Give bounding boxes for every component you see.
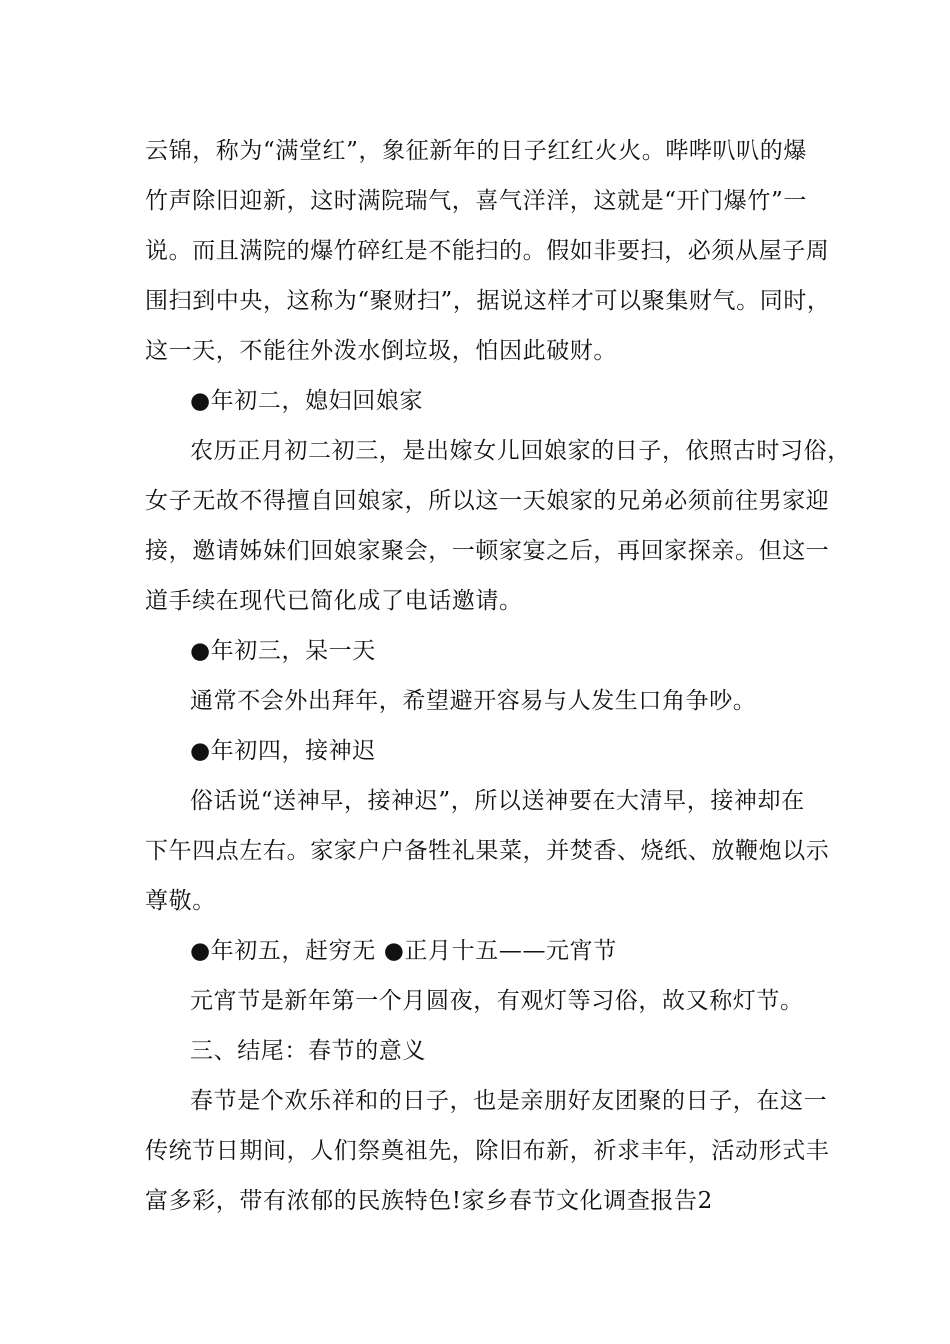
paragraph-line: 富多彩，带有浓郁的民族特色!家乡春节文化调查报告2 xyxy=(145,1188,713,1214)
paragraph-line: 云锦，称为“满堂红”，象征新年的日子红红火火。哔哔叭叭的爆 xyxy=(145,138,807,164)
section-heading: 三、结尾：春节的意义 xyxy=(190,1038,426,1064)
paragraph-line: 农历正月初二初三，是出嫁女儿回娘家的日子，依照古时习俗， xyxy=(190,438,851,464)
paragraph-line: 女子无故不得擅自回娘家，所以这一天娘家的兄弟必须前往男家迎 xyxy=(145,488,830,514)
paragraph-line: 接，邀请姊妹们回娘家聚会，一顿家宴之后，再回家探亲。但这一 xyxy=(145,538,830,564)
paragraph-line: 元宵节是新年第一个月圆夜，有观灯等习俗，故又称灯节。 xyxy=(190,988,804,1014)
paragraph-line: 俗话说“送神早，接神迟”，所以送神要在大清早，接神却在 xyxy=(190,788,805,814)
paragraph-line: 围扫到中央，这称为“聚财扫”，据说这样才可以聚集财气。同时， xyxy=(145,288,831,314)
paragraph-line: 这一天，不能往外泼水倒垃圾，怕因此破财。 xyxy=(145,338,617,364)
section-heading: ●年初二，媳妇回娘家 xyxy=(190,388,424,414)
section-heading: ●年初四，接神迟 xyxy=(190,738,376,764)
paragraph-line: 竹声除旧迎新，这时满院瑞气，喜气洋洋，这就是“开门爆竹”一 xyxy=(145,188,807,214)
paragraph-line: 尊敬。 xyxy=(145,888,216,914)
section-heading: ●年初三，呆一天 xyxy=(190,638,376,664)
paragraph-line: 说。而且满院的爆竹碎红是不能扫的。假如非要扫，必须从屋子周 xyxy=(145,238,830,264)
paragraph-line: 春节是个欢乐祥和的日子，也是亲朋好友团聚的日子，在这一 xyxy=(190,1088,828,1114)
paragraph-line: 传统节日期间，人们祭奠祖先，除旧布新，祈求丰年，活动形式丰 xyxy=(145,1138,830,1164)
paragraph-line: 通常不会外出拜年，希望避开容易与人发生口角争吵。 xyxy=(190,688,757,714)
paragraph-line: 道手续在现代已简化成了电话邀请。 xyxy=(145,588,523,614)
section-heading: ●年初五，赶穷无 ●正月十五——元宵节 xyxy=(190,938,617,964)
paragraph-line: 下午四点左右。家家户户备牲礼果菜，并焚香、烧纸、放鞭炮以示 xyxy=(145,838,830,864)
